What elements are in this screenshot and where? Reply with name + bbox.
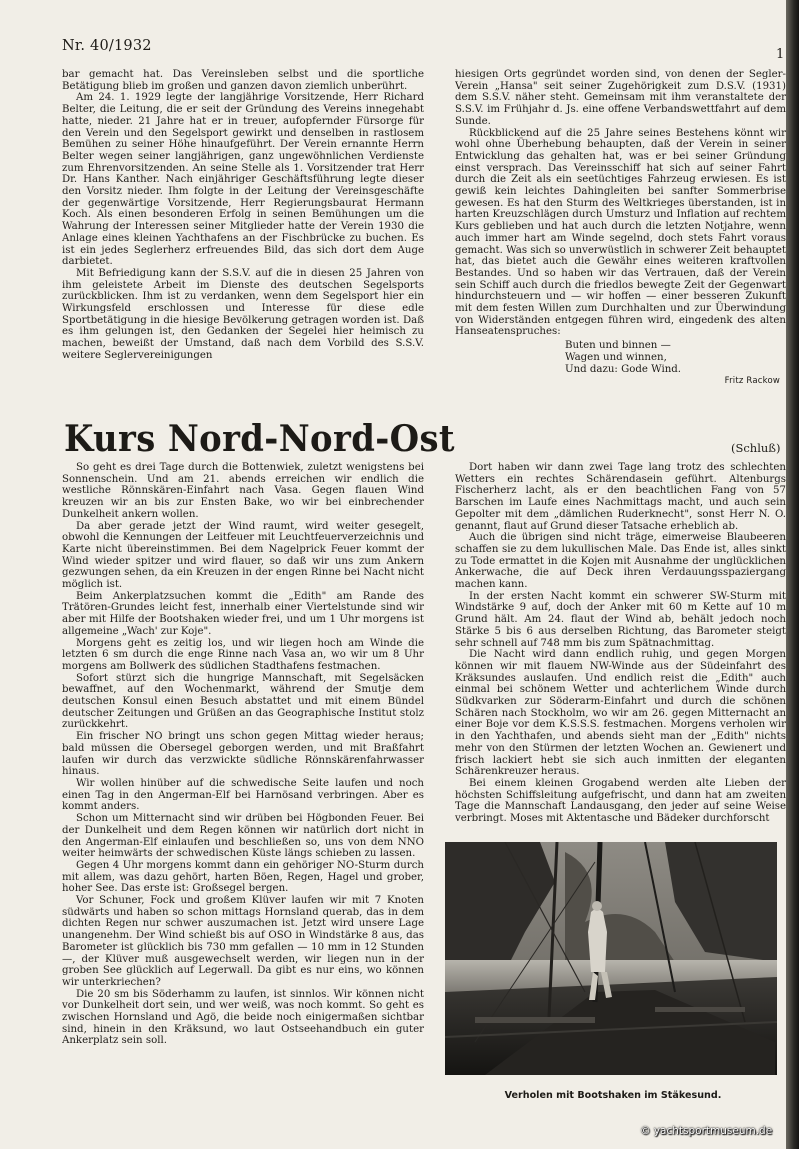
yacht-photo xyxy=(445,842,777,1075)
paragraph: Bei einem kleinen Grogabend werden alte Lieben der höchsten Schiffsleitung aufgefrischt, und dann hat am zweiten Tage die Mannschaft Landausgang, den jeder auf seine Weise verbringt. Moses mit Aktentasche und Bädeker durchforscht xyxy=(455,777,786,825)
continuation-note: (Schluß) xyxy=(731,441,781,455)
poem-line: Buten und binnen — xyxy=(565,340,671,352)
paragraph: Ein frischer NO bringt uns schon gegen Mittag wieder heraus; bald müssen die Obersegel geborgen werden, und mit Braßfahrt laufen wir durch das verzwickte südliche Rönnskärenfahrwasser hinaus. xyxy=(62,731,424,778)
poem-line: Wagen und winnen, xyxy=(565,351,667,363)
photo-image xyxy=(445,842,777,1075)
paragraph: Schon um Mitternacht sind wir drüben bei Högbonden Feuer. Bei der Dunkelheit und dem Regen können wir natürlich dort nicht in den Angerman-Elf einlaufen und beschließen so, uns von dem NNO weiter heimwärts der schwedischen Küste längs schieben zu lassen. xyxy=(62,813,424,860)
paragraph: Dort haben wir dann zwei Tage lang trotz des schlechten Wetters ein rechtes Schärendasein geführt. Altenburgs Fischerherz lacht, als er den beachtlichen Fang von 57 Barschen im Laufe eines Nachmittags macht, und auch sein Gepolter mit dem „dämlichen Ruderknecht", sonst Herr N. O. genannt, flaut auf Grund dieser Tatsache erheblich ab. xyxy=(455,462,786,532)
paragraph: bar gemacht hat. Das Vereinsleben selbst und die sportliche Betätigung blieb im großen und ganzen davon ziemlich unberührt. xyxy=(62,69,424,92)
paragraph: Die Nacht wird dann endlich ruhig, und gegen Morgen können wir mit flauem NW-Winde aus der Südeinfahrt des Kräksundes auslaufen. Und endlich reist die „Edith" auch einmal bei schönem Wetter und achterlichem Winde durch Südkvarken zur Söderarm-Einfahrt und durch die schönen Schären nach Stockholm, wo wir am 26. gegen Mitternacht an einer Boje vor dem K.S.S.S. festmachen. Morgens verholen wir in den Yachthafen, und abends sieht man der „Edith" nichts mehr von den Stürmen der letzten Wochen an. Gewienert und frisch lackiert hebt sie sich auch inmitten der eleganten Schärenkreuzer heraus. xyxy=(455,649,786,778)
issue-number: Nr. 40/1932 xyxy=(62,38,152,54)
paragraph: Die 20 sm bis Söderhamm zu laufen, ist sinnlos. Wir können nicht vor Dunkelheit dort sein, und wer weiß, was noch kommt. So geht es zwischen Hornsland und Agö, die beide noch einigermaßen sichtbar sind, hinein in den Kräksund, wo laut Ostseehandbuch ein guter Ankerplatz sein soll. xyxy=(62,988,424,1047)
page-binding-edge xyxy=(786,0,799,1149)
author-signature: Fritz Rackow xyxy=(724,376,780,386)
article-title: Kurs Nord-Nord-Ost xyxy=(64,418,455,460)
photo-caption: Verholen mit Bootshaken im Stäkesund. xyxy=(504,1090,722,1101)
paragraph: So geht es drei Tage durch die Bottenwiek, zuletzt wenigstens bei Sonnenschein. Und am 21. abends erreichen wir endlich die westliche Rönnskären-Einfahrt nach Vasa. Gegen flauen Wind kreuzen wir an bis zur Ensten Bake, wo wir bei einbrechender Dunkelheit ankern wollen. xyxy=(62,462,424,520)
paragraph: Wir wollen hinüber auf die schwedische Seite laufen und noch einen Tag in den Angerman-Elf bei Harnösand verbringen. Aber es kommt anders. xyxy=(62,777,424,813)
page-number: 1 xyxy=(776,47,785,62)
paragraph: Morgens geht es zeitig los, und wir liegen hoch am Winde die letzten 6 sm durch die enge Rinne nach Vasa an, wo wir um 8 Uhr morgens am Bollwerk des südlichen Stadthafens festmachen. xyxy=(62,637,424,672)
paragraph: Da aber gerade jetzt der Wind raumt, wird weiter gesegelt, obwohl die Kennungen der Leitfeuer mit Leuchtfeuerverzeichnis und Karte nicht übereinstimmen. Bei dem Nagelprick Feuer kommt der Wind wieder spitzer und wird flauer, so daß wir uns zum Ankern gezwungen sehen, da ein Kreuzen in der engen Rinne bei Nacht nicht möglich ist. xyxy=(62,520,424,591)
paragraph: hiesigen Orts gegründet worden sind, von denen der Segler-Verein „Hansa" seit seiner Zugehörigkeit zum D.S.V. (1931) dem S.S.V. näher steht. Gemeinsam mit ihm veranstaltete der S.S.V. im Frühjahr d. Js. eine offene Verbandswettfahrt auf dem Sunde. xyxy=(455,69,786,127)
poem-line: Und dazu: Gode Wind. xyxy=(565,363,682,375)
top-article-column-left xyxy=(62,69,424,391)
paragraph: Auch die übrigen sind nicht träge, eimerweise Blaubeeren schaffen sie zu dem lukullischen Male. Das Ende ist, alles sinkt zu Tode ermattet in die Kojen mit Ausnahme der unglücklichen Ankerwache, die auf Deck ihren Verdauungsspaziergang machen kann. xyxy=(455,532,786,591)
paragraph: Beim Ankerplatzsuchen kommt die „Edith" am Rande des Trätören-Grundes leicht fest, innerhalb einer Viertelstunde sind wir aber mit Hilfe der Bootshaken wieder frei, und um 1 Uhr morgens ist allgemeine „Wach' zur Koje". xyxy=(62,590,424,637)
paragraph: Gegen 4 Uhr morgens kommt dann ein gehöriger NO-Sturm durch mit allem, was dazu gehört, harten Böen, Regen, Hagel und grober, hoher See. Das erste ist: Großsegel bergen. xyxy=(62,859,424,895)
paragraph: Am 24. 1. 1929 legte der langjährige Vorsitzende, Herr Richard Belter, die Leitung, die er seit der Gründung des Vereins innegehabt hatte, nieder. 21 Jahre hat er in treuer, aufopfernder Fürsorge für den Verein und den Segelsport gewirkt und denselben in rastlosem Bemühen zu seiner Höhe hinaufgeführt. Der Verein ernannte Herrn Belter wegen seiner langjährigen, ganz ungewöhnlichen Verdienste zum Ehrenvorsitzenden. An seine Stelle als 1. Vorsitzender trat Herr Dr. Hans Kanther. Nach einjähriger Geschäftsführung legte dieser den Vorsitz nieder. Ihm folgte in der Leitung der Vereinsgeschäfte der gegenwärtige Vorsitzende, Herr Regierungsbaurat Hermann Koch. Als einen besonderen Erfolg in seinen Bemühungen um die Wahrung der Interessen seiner Mitglieder hatte der Verein 1930 die Anlage eines kleinen Yachthafens an der Fischbrücke zu buchen. Es ist ein jedes Seglerherz erfreuendes Bild, das sich dort dem Auge darbietet. xyxy=(62,92,424,268)
main-article-column-right xyxy=(455,462,786,834)
paragraph: Sofort stürzt sich die hungrige Mannschaft, mit Segelsäcken bewaffnet, auf den Wochenmarkt, während der Smutje dem deutschen Konsul einen Besuch abstattet und mit einem Bündel deutscher Zeitungen und Grüßen an das Geographische Institut stolz zurückkehrt. xyxy=(62,672,424,731)
main-article-column-left xyxy=(62,462,424,1093)
paragraph: Vor Schuner, Fock und großem Klüver laufen wir mit 7 Knoten südwärts und haben so schon mittags Hornsland querab, das in dem dichten Regen nur schwer auszumachen ist. Jetzt wird unsere Lage unangenehm. Der Wind schießt bis auf OSO in Windstärke 8 aus, das Barometer ist glücklich bis 730 mm gefallen — 10 mm in 12 Stunden —, der Klüver muß ausgewechselt werden, wir liegen nun in der groben See glücklich auf Legerwall. Da gibt es nur eins, wo können wir unterkriechen? xyxy=(62,895,424,988)
top-article-column-right xyxy=(455,69,786,393)
hanseatic-saying xyxy=(455,340,786,375)
paragraph: Mit Befriedigung kann der S.S.V. auf die in diesen 25 Jahren von ihm geleistete Arbeit im Dienste des deutschen Segelsports zurückblicken. Ihm ist zu verdanken, wenn dem Segelsport hier ein Wirkungsfeld erschlossen und Interesse für diese edle Sportbetätigung in die hiesige Bevölkerung getragen worden ist. Daß es ihm gelungen ist, den Gedanken der Segelei hier heimisch zu machen, beweißt der Umstand, daß nach dem Vorbild des S.S.V. weitere Seglervereinigungen xyxy=(62,267,424,361)
paragraph: Rückblickend auf die 25 Jahre seines Bestehens könnt wir wohl ohne Überhebung behaupten, daß der Verein in seiner Entwicklung das gehalten hat, was er bei seiner Gründung einst versprach. Das Vereinsschiff hat sich auf seiner Fahrt durch die Zeit als ein seetüchtiges Fahrzeug erwiesen. Es ist gewiß kein leichtes Dahingleiten bei sanfter Sommerbrise gewesen. Es hat den Sturm des Weltkrieges überstanden, ist in harten Kreuzschlägen durch Umsturz und Inflation auf rechtem Kurs geblieben und hat auch durch die letzten Notjahre, wenn auch immer hart am Winde segelnd, doch stets Fahrt voraus gemacht. Was sich so unverwüstlich in schwerer Zeit behauptet hat, das bietet auch die Gewähr eines weiteren kraftvollen Bestandes. Und so haben wir das Vertrauen, daß der Verein sein Schiff auch durch die friedlos bewegte Zeit der Gegenwart hindurchsteuern und — wir hoffen — einer besseren Zukunft mit dem festen Willen zum Durchhalten und zur Überwindung von Widerständen entgegen führen wird, eingedenk des alten Hanseatenspruches: xyxy=(455,127,786,338)
watermark: © yachtsportmuseum.de xyxy=(640,1125,773,1137)
paragraph: In der ersten Nacht kommt ein schwerer SW-Sturm mit Windstärke 9 auf, doch der Anker mit 60 m Kette auf 10 m Grund hält. Am 24. flaut der Wind ab, behält jedoch noch Stärke 5 bis 6 aus derselben Richtung, das Barometer steigt sehr schnell auf 748 mm bis zum Spätnachmittag. xyxy=(455,590,786,649)
